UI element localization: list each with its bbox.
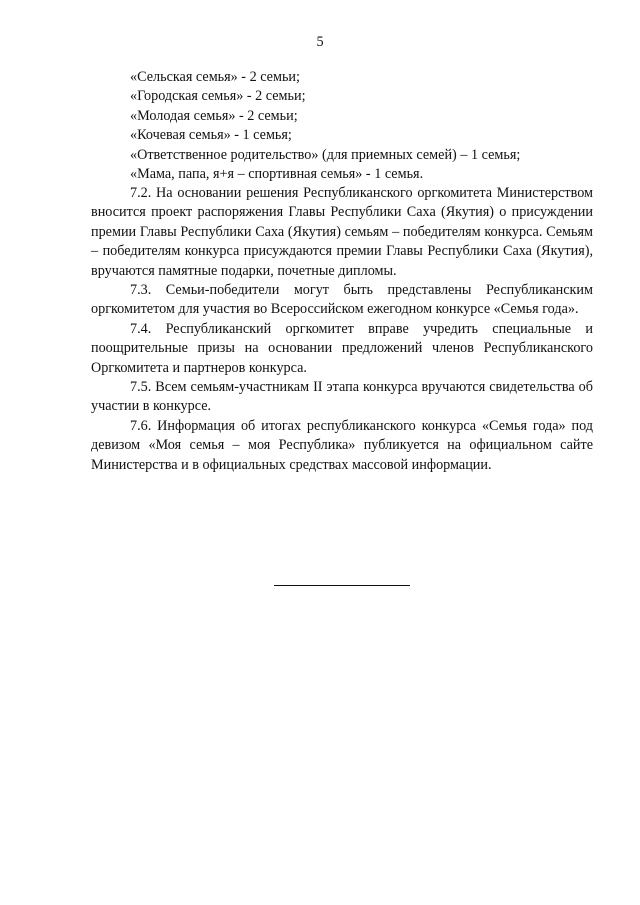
end-divider-line [274, 585, 410, 586]
section-7-paragraphs [91, 184, 593, 475]
nomination-list [130, 68, 592, 184]
list-item: «Городская семья» - 2 семьи; [130, 88, 306, 105]
paragraph-7-6: 7.6. Информация об итогах республиканского конкурса «Семья года» под девизом «Моя семья – моя Республика» публикуется на официальном сайте Министерства и в официальных средствах массовой информации. [91, 417, 593, 473]
list-item: «Мама, папа, я+я – спортивная семья» - 1 семья. [130, 166, 424, 183]
page-number: 5 [316, 34, 324, 50]
list-item: «Ответственное родительство» (для приемных семей) – 1 семья; [130, 146, 521, 163]
paragraph-7-4: 7.4. Республиканский оргкомитет вправе учредить специальные и поощрительные призы на основании предложений членов Республиканского Оргкомитета и партнеров конкурса. [91, 320, 593, 376]
paragraph-7-2: 7.2. На основании решения Республиканского оргкомитета Министерством вносится проект распоряжения Главы Республики Саха (Якутия) о присуждении премии Главы Республики Саха (Якутия) семьям – победителям конкурса. Семьям – победителям конкурса присуждаются премии Главы Республики Саха (Якутия), вручаются памятные подарки, почетные дипломы. [91, 185, 593, 279]
paragraph-7-5: 7.5. Всем семьям-участникам II этапа конкурса вручаются свидетельства об участии в конкурсе. [91, 379, 593, 415]
list-item: «Кочевая семья» - 1 семья; [130, 127, 292, 144]
list-item: «Молодая семья» - 2 семьи; [130, 107, 298, 124]
paragraph-7-3: 7.3. Семьи-победители могут быть представлены Республиканским оргкомитетом для участия во Всероссийском ежегодном конкурсе «Семья года». [91, 282, 593, 318]
list-item: «Сельская семья» - 2 семьи; [130, 69, 300, 85]
